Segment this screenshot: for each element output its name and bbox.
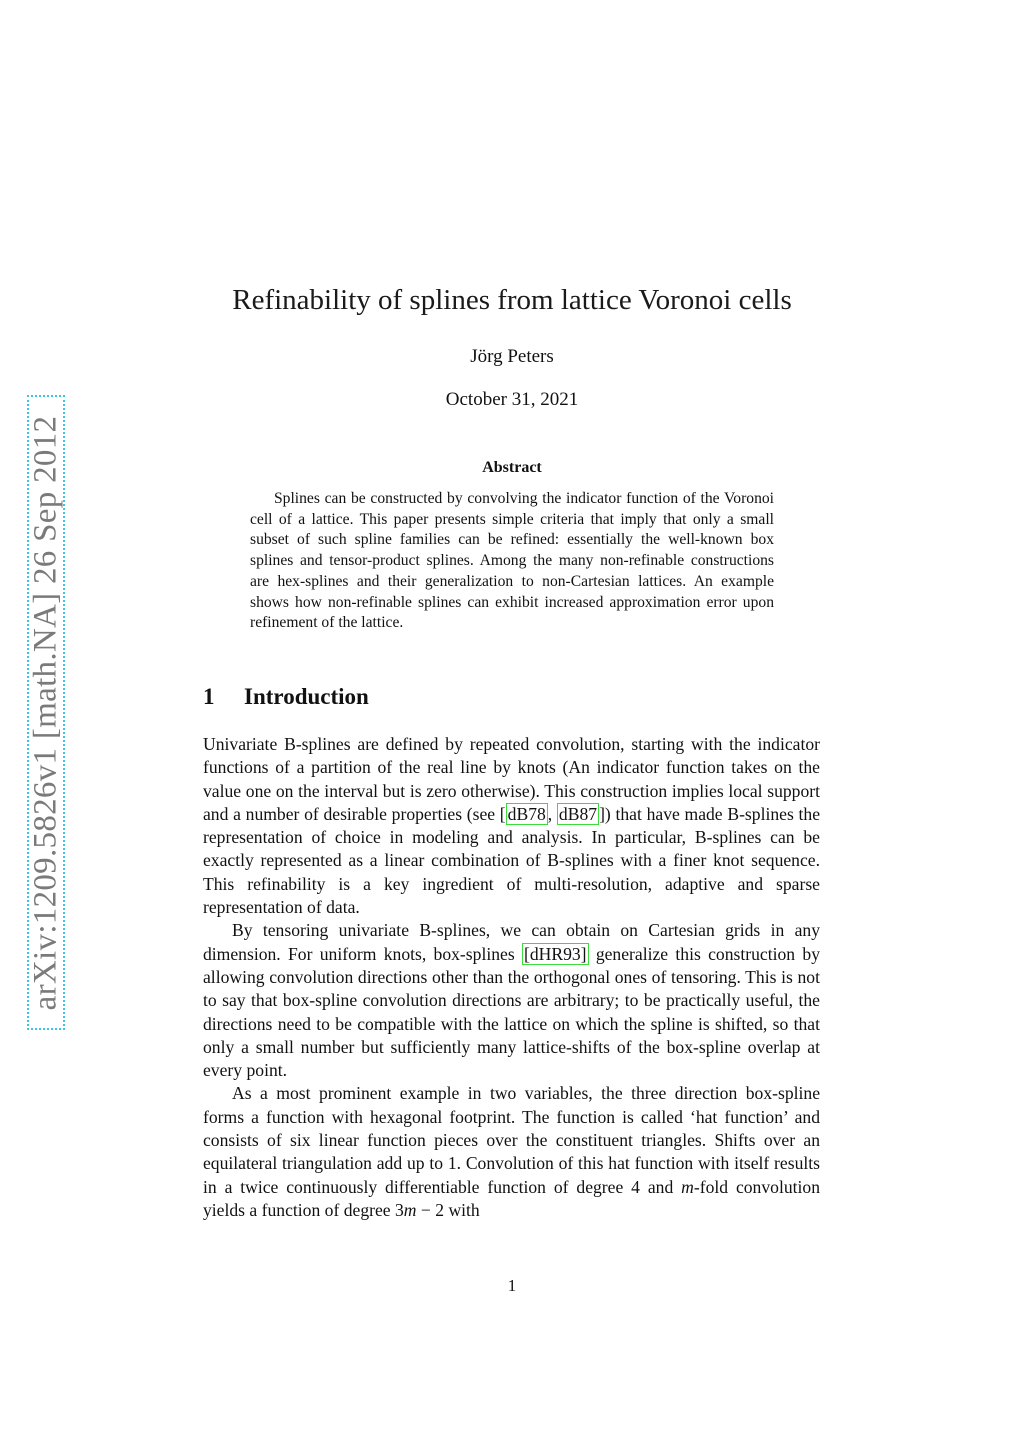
paper-author: Jörg Peters xyxy=(470,346,554,367)
section-heading xyxy=(203,684,369,710)
citation-bracket-close: ] xyxy=(599,803,605,824)
math-variable-m: m xyxy=(681,1176,694,1197)
paragraph-3 xyxy=(203,1082,820,1222)
page-number: 1 xyxy=(507,1276,517,1295)
arxiv-side-stamp xyxy=(27,395,65,1030)
paragraph-1-text-a: Univariate B-splines are defined by repeated convolution, starting with the indicator functions of a partition of the real line by knots (An indicator function takes on the value one on the interval but is zero otherwise). This construction implies local support and a number of desirable properties (see xyxy=(203,734,820,824)
paper-title: Refinability of splines from lattice Voronoi cells xyxy=(232,284,792,316)
paragraph-2 xyxy=(203,919,820,1082)
section-title: Introduction xyxy=(244,684,369,709)
math-expr-rest: − 2 xyxy=(416,1199,445,1220)
abstract-text: Splines can be constructed by convolving the indicator function of the Voronoi cell of a lattice. This paper presents simple criteria that imply that only a small subset of such spline families can be refined: essentially the well-known box splines and tensor-product splines. Among the many non-refinable constructions are hex-splines and their generalization to non-Cartesian lattices. An example shows how non-refinable splines can exhibit increased approximation error upon refinement of the lattice. xyxy=(250,490,774,632)
paragraph-1 xyxy=(203,733,820,919)
paper-date: October 31, 2021 xyxy=(445,389,579,410)
citation-link-dHR93[interactable]: [dHR93] xyxy=(523,943,587,964)
arxiv-identifier: arXiv:1209.5826v1 [math.NA] 26 Sep 2012 xyxy=(27,415,64,1010)
paragraph-2-text-b: generalize this construction by allowing convolution directions other than the orthogonal ones of tensoring. This is not to say that box-spline convolution directions are arbitrary; to be practically useful, the directions need to be compatible with the lattice on which the spline is shifted, so that only a small number but sufficiently many lattice-shifts of the box-spline overlap at every point. xyxy=(203,943,820,1081)
citation-bracket-open: [ xyxy=(499,803,506,824)
math-expr-variable: m xyxy=(403,1199,417,1220)
abstract-heading: Abstract xyxy=(482,459,542,476)
citation-link-dB87[interactable]: dB87 xyxy=(558,803,598,824)
math-expression xyxy=(395,1200,444,1220)
citation-link-dB78[interactable]: dB78 xyxy=(507,803,546,824)
paragraph-3-text-b: -fold convolution yields a function of degree xyxy=(203,1176,820,1220)
math-expr-coefficient: 3 xyxy=(395,1199,404,1220)
paragraph-2-text-a: By tensoring univariate B-splines, we can obtain on Cartesian grids in any dimension. For uniform knots, box-splines xyxy=(203,920,820,964)
citation-separator: , xyxy=(547,803,557,824)
body-text xyxy=(203,733,820,1222)
paragraph-1-text-b: ) that have made B-splines the representation of choice in modeling and analysis. In particular, B-splines can be exactly represented as a linear combination of B-splines with a finer knot sequence. This refinability is a key ingredient of multi-resolution, adaptive and sparse representation of data. xyxy=(203,803,821,918)
paragraph-3-text-c: with xyxy=(444,1199,480,1220)
paragraph-3-text-a: As a most prominent example in two variables, the three direction box-spline forms a function with hexagonal footprint. The function is called ‘hat function’ and consists of six linear function pieces over the constituent triangles. Shifts over an equilateral triangulation add up to 1. Convolution of this hat function with itself results in a twice continuously differentiable function of degree 4 and xyxy=(203,1083,820,1197)
section-number: 1 xyxy=(203,684,215,709)
